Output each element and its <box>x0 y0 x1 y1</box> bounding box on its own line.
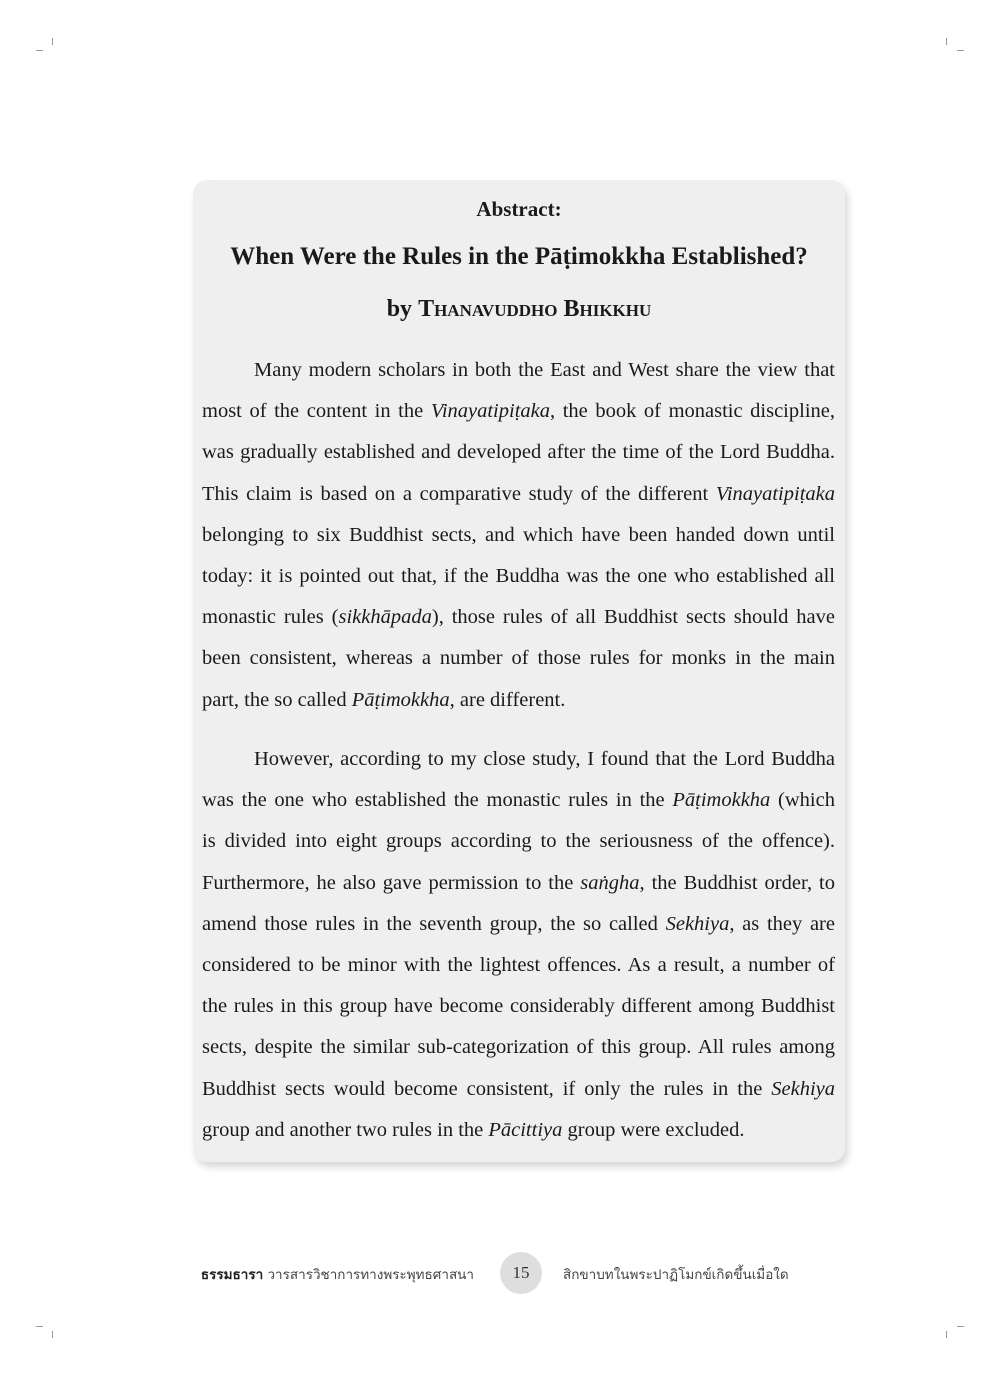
abstract-heading: Abstract: <box>476 197 562 221</box>
text-line: amend those rules in the seventh group, the so called Sekhiya, as they are <box>202 912 835 935</box>
crop-mark <box>946 1331 947 1338</box>
page-number: 15 <box>500 1252 542 1294</box>
text-line: was the one who established the monastic rules in the Pāṭimokkha (which <box>202 789 835 812</box>
crop-mark <box>52 38 53 45</box>
text-line: However, according to my close study, I found that the Lord Buddha <box>254 748 835 770</box>
journal-subtitle: วารสารวิชาการทางพระพุทธศาสนา <box>267 1267 474 1283</box>
text-line: been consistent, whereas a number of those rules for monks in the main <box>202 647 835 670</box>
running-title: สิกขาบทในพระปาฏิโมกข์เกิดขึ้นเมื่อใด <box>563 1267 789 1283</box>
text-line: today: it is pointed out that, if the Buddha was the one who established all <box>202 565 835 588</box>
text-line: part, the so called Pāṭimokkha, are different. <box>202 688 566 711</box>
text-line: Buddhist sects would become consistent, if only the rules in the Sekhiya <box>202 1077 835 1100</box>
crop-mark <box>52 1331 53 1338</box>
text-line: sects, despite the similar sub-categorization of this group. All rules among <box>202 1036 835 1059</box>
journal-name: ธรรมธารา <box>200 1267 264 1283</box>
crop-mark <box>957 1326 964 1327</box>
page-footer <box>0 1252 1000 1292</box>
text-line: belonging to six Buddhist sects, and which have been handed down until <box>202 523 835 546</box>
abstract-paragraph-1 <box>202 350 835 721</box>
crop-mark <box>957 50 964 51</box>
text-line: Many modern scholars in both the East and West share the view that <box>254 359 835 381</box>
by-label: by <box>386 296 413 322</box>
crop-mark <box>36 1326 43 1327</box>
text-line: Furthermore, he also gave permission to the saṅgha, the Buddhist order, to <box>202 871 836 894</box>
text-line: group and another two rules in the Pācittiya group were excluded. <box>202 1118 745 1141</box>
author-name: Thanavuddho Bhikkhu <box>418 296 652 322</box>
crop-mark <box>946 38 947 45</box>
author-byline <box>193 296 845 323</box>
text-line: considered to be minor with the lightest offences. As a result, a number of <box>202 954 835 977</box>
text-line: most of the content in the Vinayatipiṭaka, the book of monastic discipline, <box>202 400 835 423</box>
journal-title <box>201 1263 474 1285</box>
text-line: This claim is based on a comparative study of the different Vinayatipiṭaka <box>202 482 835 505</box>
text-line: monastic rules (sikkhāpada), those rules of all Buddhist sects should have <box>202 606 835 629</box>
text-line: was gradually established and developed after the time of the Lord Buddha. <box>202 441 835 464</box>
text-line: the rules in this group have become considerably different among Buddhist <box>202 995 835 1018</box>
crop-mark <box>36 50 43 51</box>
abstract-paragraph-2 <box>202 739 835 1151</box>
text-line: is divided into eight groups according to the seriousness of the offence). <box>202 830 835 853</box>
article-title: When Were the Rules in the Pāṭimokkha Established? <box>230 243 808 270</box>
